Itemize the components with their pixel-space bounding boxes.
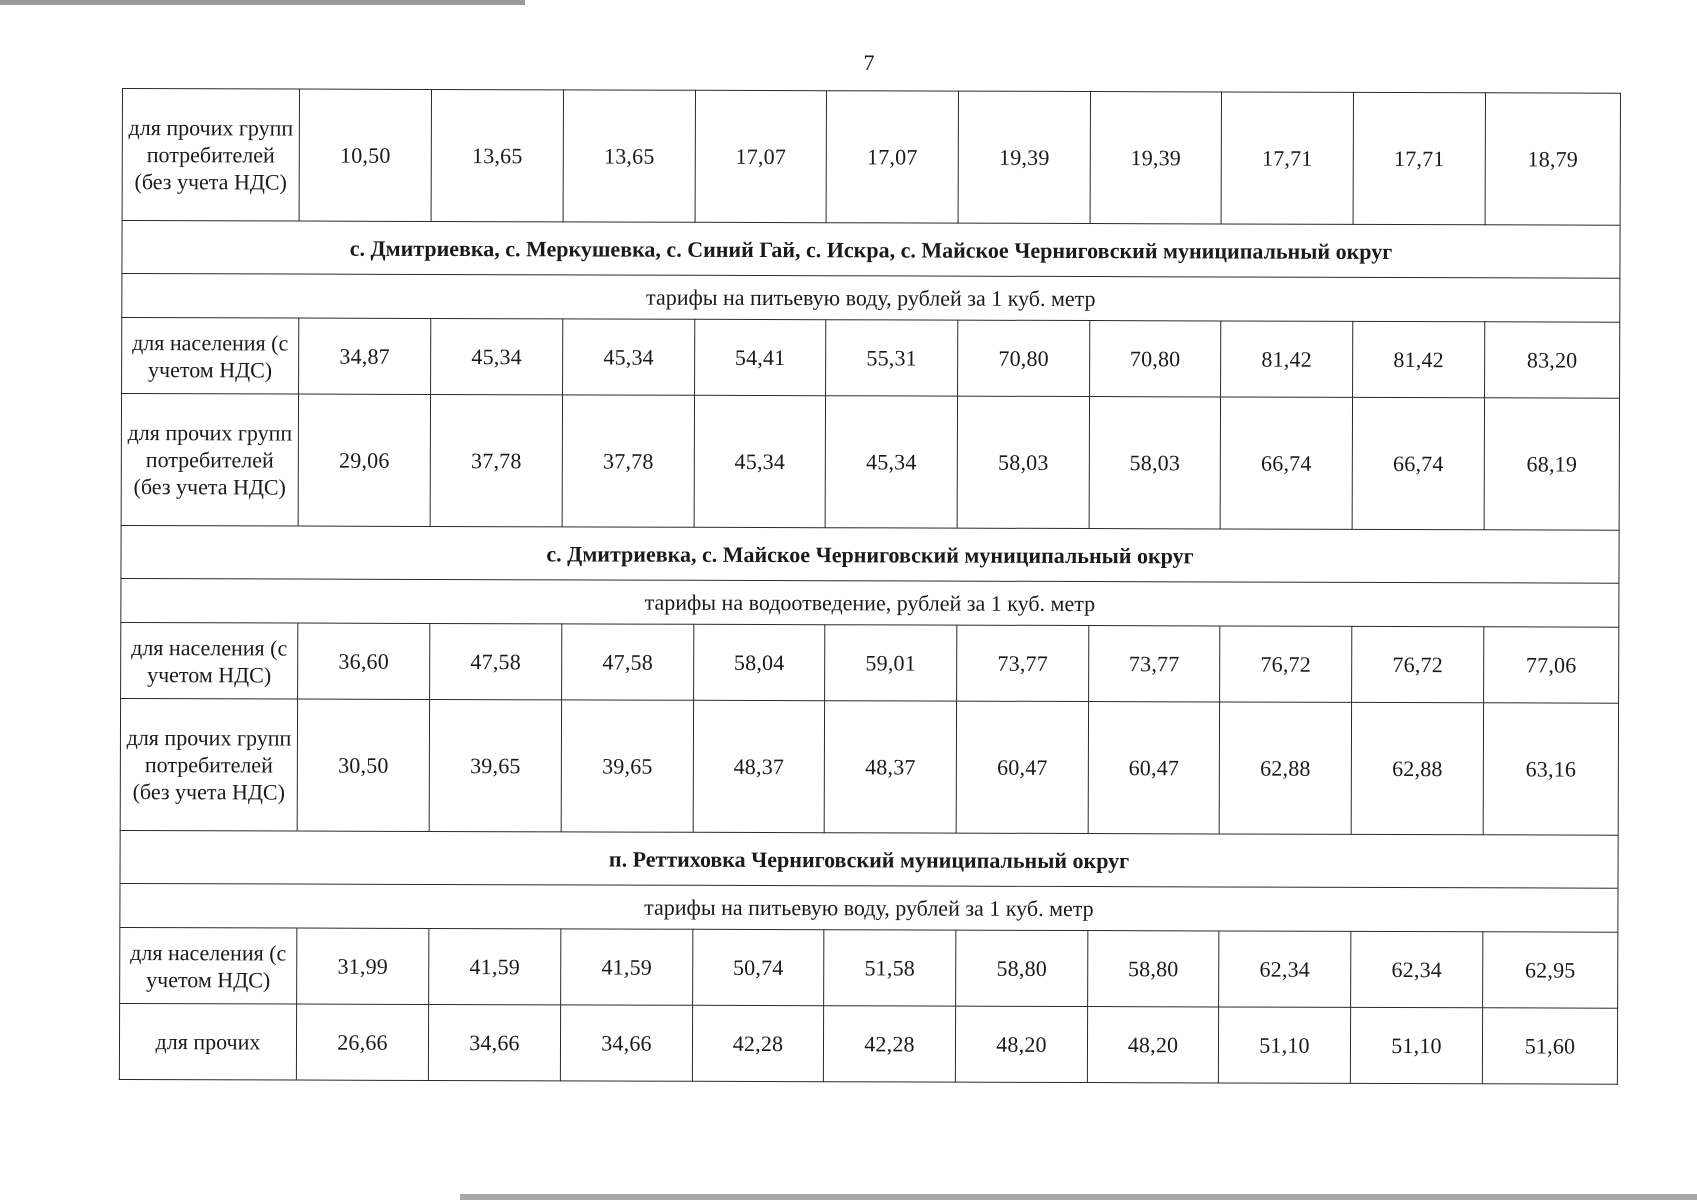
tariff-value: 30,50: [297, 699, 429, 831]
tariff-value: 13,65: [563, 90, 695, 222]
tariff-value: 81,42: [1353, 321, 1485, 397]
tariff-value: 62,95: [1483, 932, 1618, 1008]
table-row: [119, 1003, 1617, 1084]
tariff-value: 45,34: [825, 396, 957, 528]
table-row: [121, 622, 1619, 703]
row-label: для населения (с учетом НДС): [120, 927, 297, 1004]
tariff-value: 34,87: [299, 318, 431, 394]
table-row: [122, 89, 1620, 226]
tariff-value: 48,37: [824, 701, 956, 833]
row-label: для прочих групп потребителей (без учета НДС): [122, 89, 299, 222]
tariff-value: 51,60: [1482, 1008, 1617, 1084]
tariff-value: 37,78: [430, 394, 562, 526]
tariff-value: 41,59: [429, 928, 561, 1004]
section-heading-row: [120, 830, 1618, 888]
tariff-value: 70,80: [1090, 321, 1221, 397]
tariff-value: 60,47: [956, 701, 1088, 833]
table-row: [120, 927, 1618, 1008]
tariff-value: 39,65: [429, 699, 561, 831]
tariff-value: 42,28: [823, 1006, 955, 1082]
tariff-table-body: [119, 89, 1620, 1085]
tariff-value: 55,31: [826, 320, 958, 396]
tariff-value: 34,66: [560, 1005, 692, 1081]
tariff-value: 73,77: [1089, 626, 1220, 702]
tariff-value: 17,07: [695, 90, 826, 222]
tariff-value: 62,88: [1351, 702, 1483, 834]
tariff-table: [119, 88, 1621, 1085]
subsection-heading-row: [122, 274, 1620, 323]
tariff-value: 60,47: [1088, 702, 1219, 834]
row-label: для прочих групп потребителей (без учета НДС): [120, 698, 297, 831]
page-number: 7: [863, 50, 875, 75]
tariff-value: 41,59: [561, 929, 693, 1005]
tariff-value: 66,74: [1352, 397, 1484, 529]
row-label: для прочих: [119, 1003, 296, 1080]
tariff-value: 18,79: [1485, 93, 1620, 225]
tariff-value: 17,71: [1221, 92, 1353, 224]
tariff-value: 77,06: [1484, 627, 1619, 703]
tariff-value: 13,65: [431, 89, 563, 221]
tariff-type-title: тарифы на водоотведение, рублей за 1 куб. метр: [121, 578, 1619, 627]
subsection-heading-row: [120, 883, 1618, 932]
tariff-value: 47,58: [430, 623, 562, 699]
section-title: п. Реттиховка Черниговский муниципальный округ: [120, 830, 1618, 888]
tariff-value: 73,77: [957, 625, 1089, 701]
tariff-value: 68,19: [1484, 398, 1619, 530]
tariff-value: 59,01: [825, 625, 957, 701]
subsection-heading-row: [121, 578, 1619, 627]
tariff-value: 76,72: [1352, 626, 1484, 702]
tariff-value: 17,71: [1353, 92, 1485, 224]
tariff-value: 45,34: [694, 395, 825, 527]
table-row: [122, 318, 1620, 399]
tariff-value: 58,80: [1088, 931, 1219, 1007]
section-heading-row: [121, 525, 1619, 583]
tariff-value: 70,80: [958, 320, 1090, 396]
tariff-value: 58,04: [694, 624, 825, 700]
tariff-value: 17,07: [826, 91, 958, 223]
tariff-value: 58,03: [1089, 397, 1220, 529]
tariff-value: 63,16: [1483, 703, 1618, 835]
tariff-value: 62,88: [1219, 702, 1351, 834]
tariff-value: 47,58: [562, 624, 694, 700]
tariff-value: 26,66: [296, 1004, 428, 1080]
row-label: для населения (с учетом НДС): [122, 318, 299, 395]
tariff-value: 34,66: [428, 1004, 560, 1080]
tariff-value: 51,10: [1350, 1007, 1482, 1083]
tariff-value: 51,58: [824, 930, 956, 1006]
tariff-value: 39,65: [561, 700, 693, 832]
tariff-value: 76,72: [1220, 626, 1352, 702]
tariff-value: 48,20: [955, 1006, 1087, 1082]
table-row: [121, 394, 1619, 531]
tariff-value: 83,20: [1485, 322, 1620, 398]
table-row: [120, 698, 1618, 835]
tariff-value: 42,28: [692, 1005, 823, 1081]
section-heading-row: [122, 221, 1620, 279]
tariff-value: 54,41: [695, 319, 826, 395]
tariff-value: 36,60: [298, 623, 430, 699]
section-title: с. Дмитриевка, с. Майское Черниговский муниципальный округ: [121, 525, 1619, 583]
tariff-value: 51,10: [1218, 1007, 1350, 1083]
section-title: с. Дмитриевка, с. Меркушевка, с. Синий Гай, с. Искра, с. Майское Черниговский муниципальный округ: [122, 221, 1620, 279]
tariff-value: 10,50: [299, 89, 431, 221]
tariff-value: 48,20: [1087, 1007, 1218, 1083]
row-label: для прочих групп потребителей (без учета НДС): [121, 394, 298, 527]
tariff-value: 50,74: [693, 929, 824, 1005]
tariff-type-title: тарифы на питьевую воду, рублей за 1 куб. метр: [122, 274, 1620, 323]
tariff-type-title: тарифы на питьевую воду, рублей за 1 куб. метр: [120, 883, 1618, 932]
tariff-value: 62,34: [1219, 931, 1351, 1007]
scan-edge-bottom: [460, 1194, 1697, 1200]
tariff-value: 48,37: [693, 700, 824, 832]
tariff-value: 19,39: [958, 91, 1090, 223]
tariff-value: 29,06: [298, 394, 430, 526]
tariff-value: 58,80: [956, 930, 1088, 1006]
scan-edge-top: [0, 0, 525, 5]
tariff-value: 58,03: [957, 396, 1089, 528]
tariff-value: 19,39: [1090, 92, 1221, 224]
tariff-value: 31,99: [297, 928, 429, 1004]
tariff-value: 66,74: [1220, 397, 1352, 529]
tariff-value: 81,42: [1221, 321, 1353, 397]
tariff-value: 37,78: [562, 395, 694, 527]
row-label: для населения (с учетом НДС): [121, 622, 298, 699]
tariff-value: 45,34: [563, 319, 695, 395]
tariff-value: 45,34: [431, 318, 563, 394]
tariff-value: 62,34: [1351, 931, 1483, 1007]
